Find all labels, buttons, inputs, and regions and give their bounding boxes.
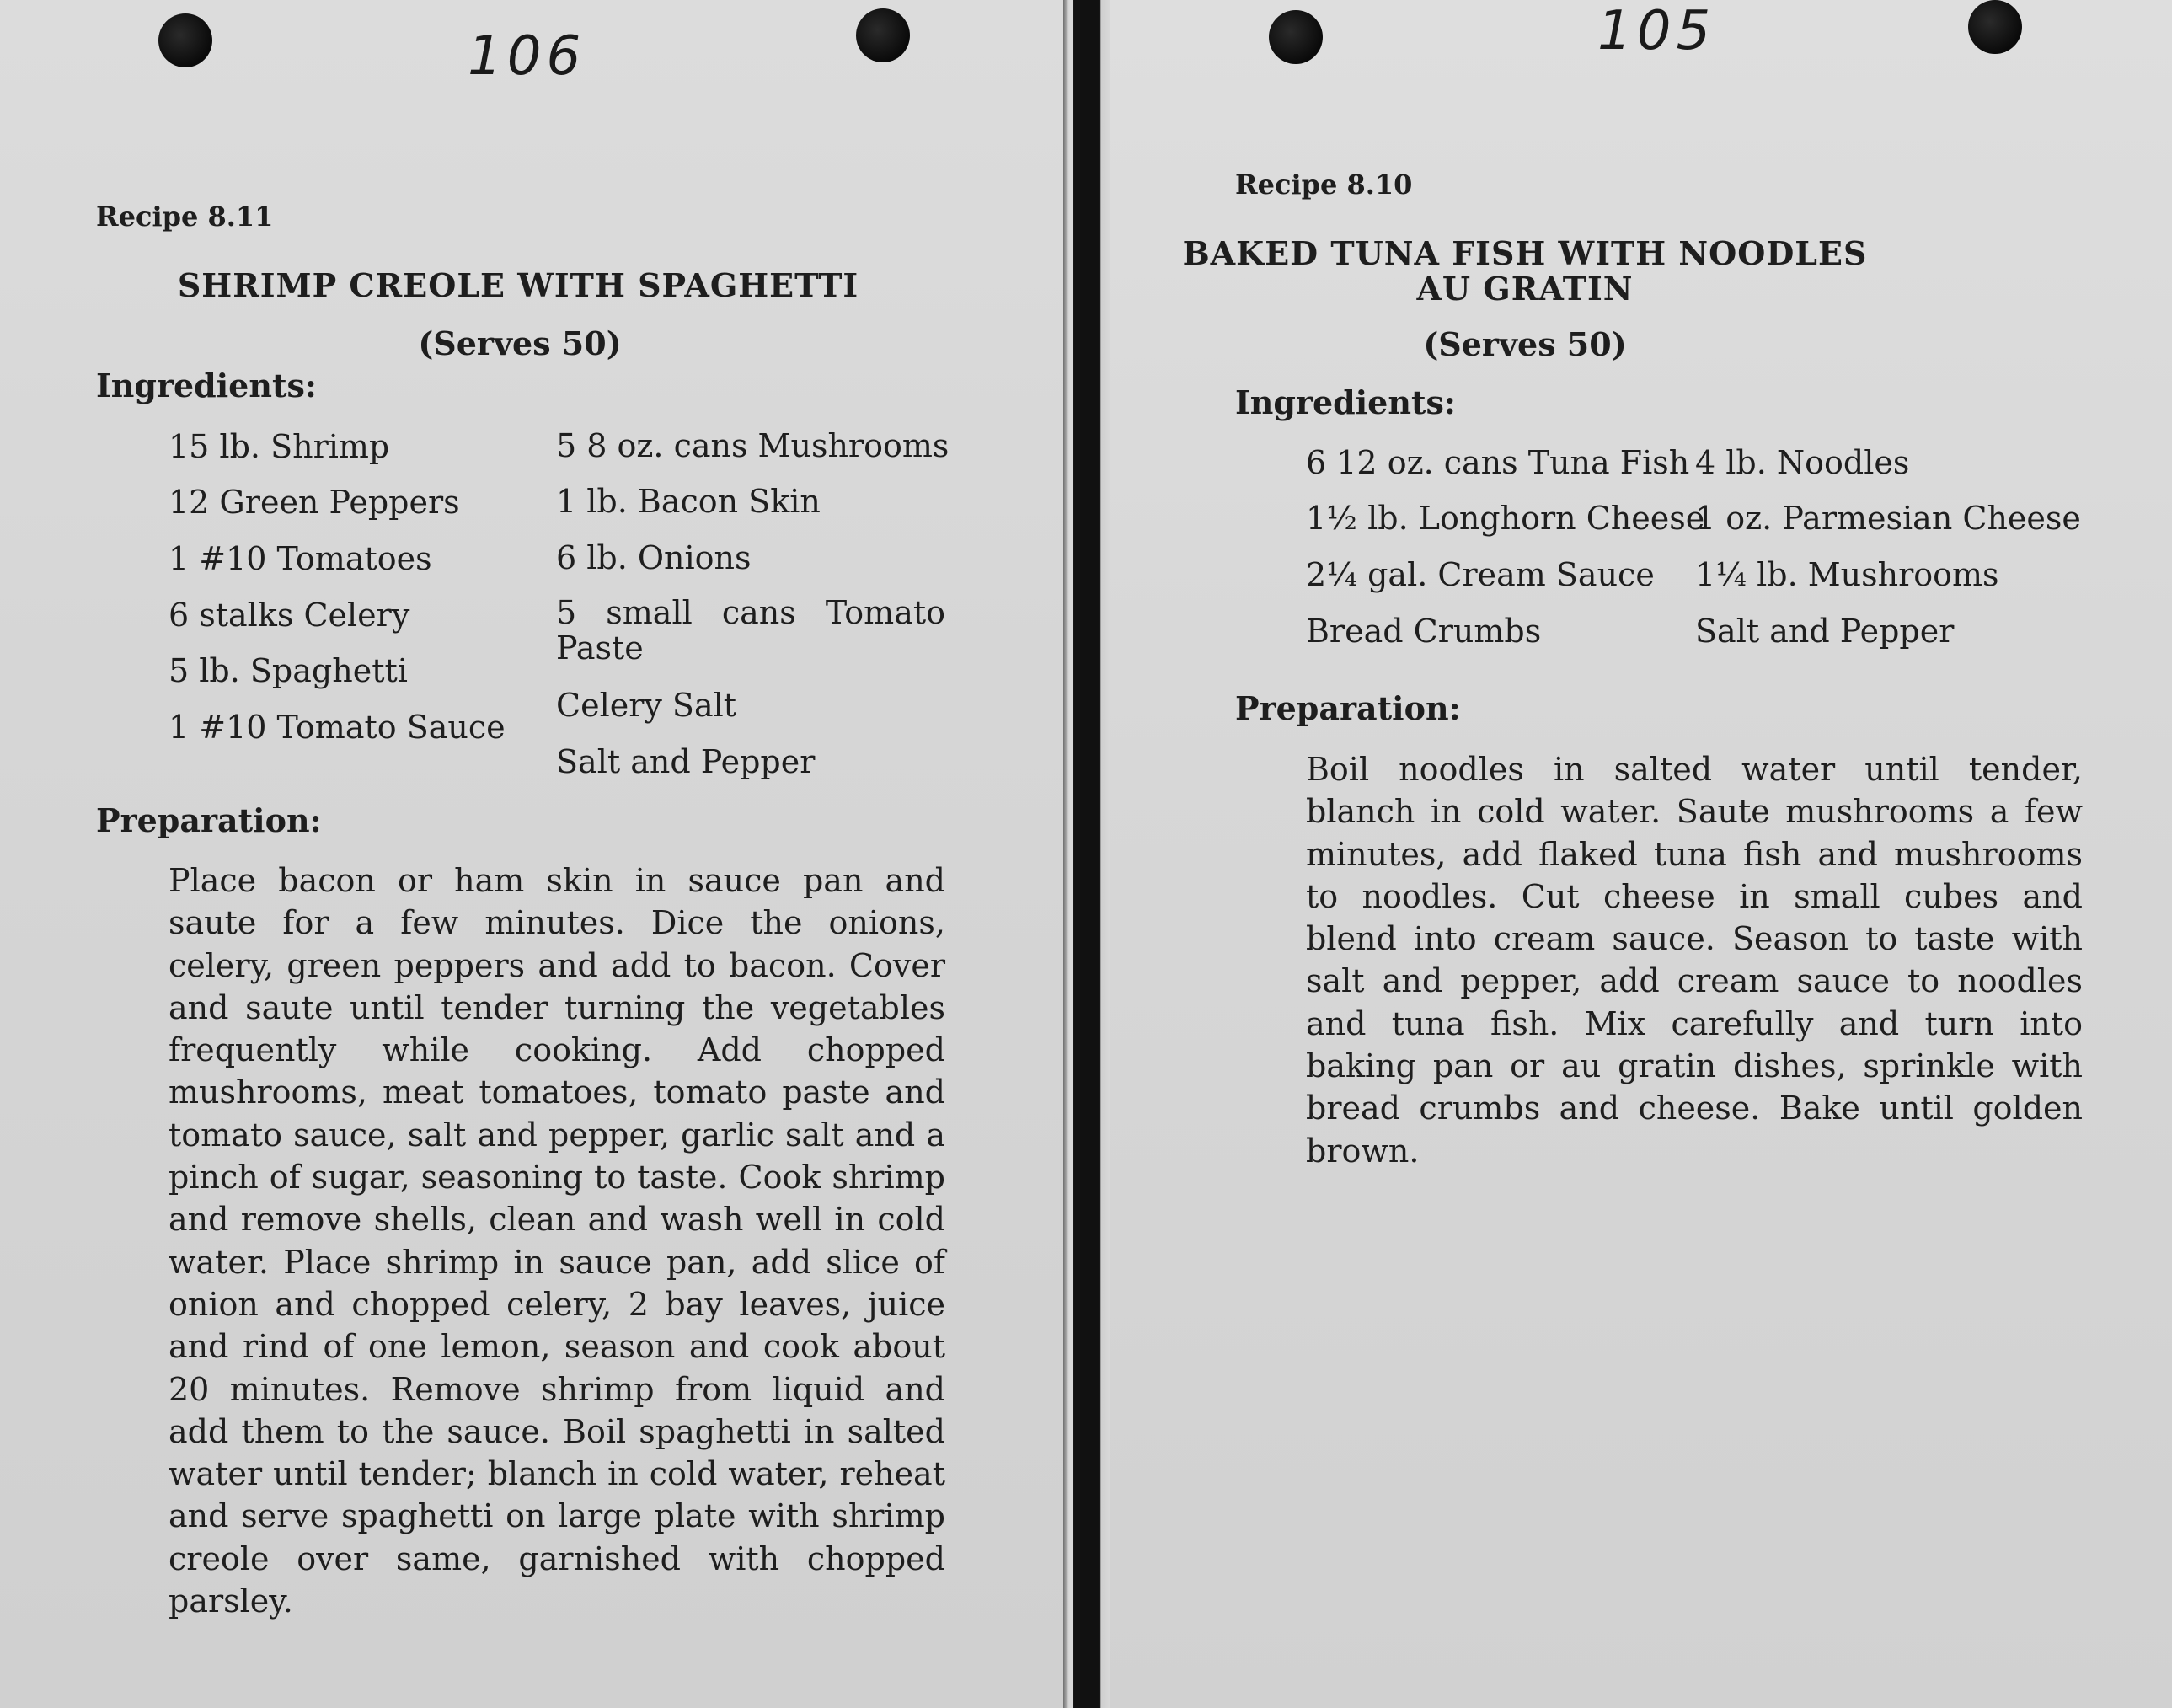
preparation-text: Boil noodles in salted water until tender, blanch in cold water. Saute mushrooms a few minutes, add flaked tuna fish and mushrooms to noodles. Cut cheese in small cubes and blend into cream sauce. Season to taste with salt and pepper, add cream sauce to noodles and tuna fish. Mix carefully and turn into baking pan or au gratin dishes, sprinkle with bread crumbs and cheese. Bake until golden brown. [1306, 751, 2083, 1170]
recipe-title: SHRIMP CREOLE WITH SPAGHETTI [177, 266, 859, 304]
ingredient-item: Salt and Pepper [1695, 613, 1955, 650]
ingredient-item: 1¼ lb. Mushrooms [1695, 556, 1999, 593]
punch-hole [856, 8, 910, 62]
preparation-text: Place bacon or ham skin in sauce pan and saute for a few minutes. Dice the onions, celery, green peppers and add to bacon. Cover and saute until tender turning the vegetables frequently while cooking. Add chopped mushrooms, meat tomatoes, tomato paste and tomato sauce, salt and pepper, garlic salt and a pinch of sugar, seasoning to taste. Cook shrimp and remove shells, clean and wash well in cold water. Place shrimp in sauce pan, add slice of onion and chopped celery, 2 bay leaves, juice and rind of one lemon, season and cook about 20 minutes. Remove shrimp from liquid and add them to the sauce. Boil spaghetti in salted water until tender; blanch in cold water, reheat and serve spaghetti on large plate with shrimp creole over same, garnished with chopped parsley. [169, 862, 945, 1620]
recipe-number: Recipe 8.10 [1235, 169, 1413, 201]
ingredient-item: 4 lb. Noodles [1695, 444, 1910, 481]
binding-gutter [1063, 0, 1110, 1708]
ingredients-heading: Ingredients: [96, 367, 317, 404]
recipe-title-line1: BAKED TUNA FISH WITH NOODLES [1182, 234, 1868, 272]
ingredient-item: 1 #10 Tomatoes [169, 540, 432, 577]
ingredient-item: 1 lb. Bacon Skin [556, 483, 821, 520]
recipe-number: Recipe 8.11 [96, 201, 274, 233]
serves-label: (Serves 50) [418, 324, 622, 362]
ingredient-item: 2¼ gal. Cream Sauce [1306, 556, 1655, 593]
preparation-heading: Preparation: [96, 801, 322, 839]
ingredient-item: 12 Green Peppers [169, 484, 460, 521]
ingredient-item: 6 lb. Onions [556, 539, 752, 576]
ingredient-item: Celery Salt [556, 687, 737, 724]
ingredient-item: Bread Crumbs [1306, 613, 1542, 650]
ingredient-item: 6 12 oz. cans Tuna Fish [1306, 444, 1690, 481]
ingredient-item: 6 stalks Celery [169, 597, 410, 634]
recipe-card-right [1110, 0, 2172, 1708]
serves-label: (Serves 50) [1423, 325, 1627, 363]
ingredient-text: 5 small cans Tomato Paste [556, 594, 945, 667]
punch-hole [1269, 10, 1323, 64]
recipe-title-line2: AU GRATIN [1416, 270, 1634, 308]
ingredient-item: 1 oz. Parmesian Cheese [1695, 500, 2081, 537]
recipe-card-left [0, 0, 1063, 1708]
punch-hole [1968, 0, 2022, 54]
ingredient-item: 1 #10 Tomato Sauce [169, 709, 506, 746]
page-number: 106 [468, 25, 586, 88]
ingredient-item: 5 8 oz. cans Mushrooms [556, 427, 950, 464]
page-number: 105 [1597, 0, 1716, 62]
preparation-heading: Preparation: [1235, 689, 1461, 727]
ingredients-heading: Ingredients: [1235, 383, 1456, 421]
ingredient-item: 15 lb. Shrimp [169, 428, 390, 465]
ingredient-item [556, 595, 945, 666]
ingredient-item: 5 lb. Spaghetti [169, 652, 408, 689]
punch-hole [158, 13, 212, 67]
ingredient-item: 1½ lb. Longhorn Cheese [1306, 500, 1705, 537]
ingredient-item: Salt and Pepper [556, 743, 816, 780]
